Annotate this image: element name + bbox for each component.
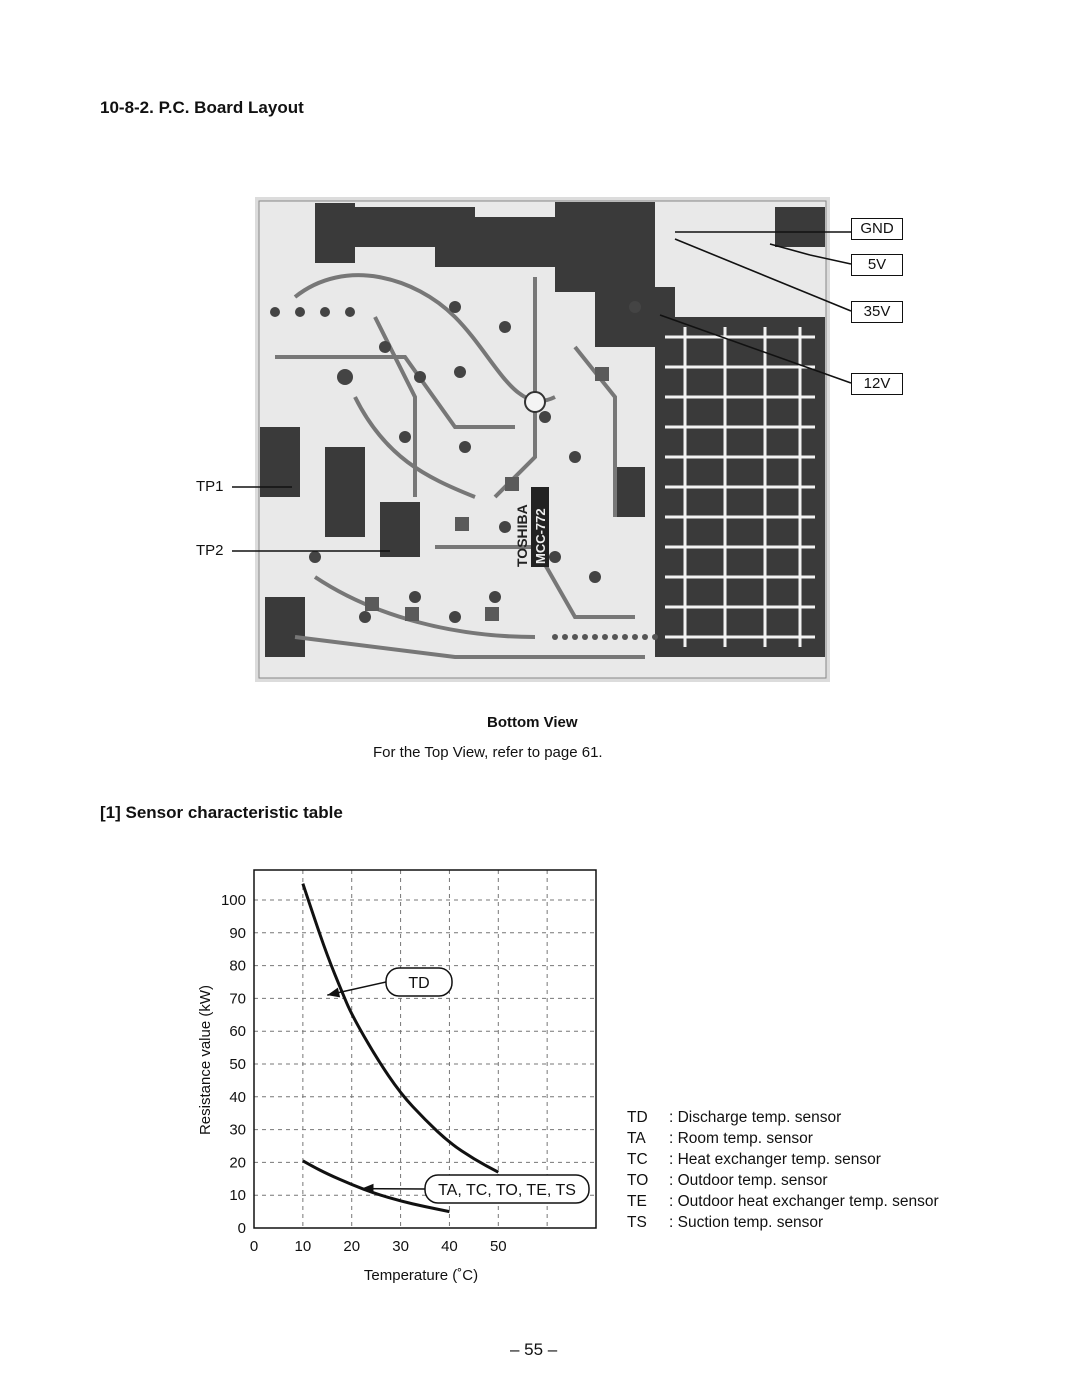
y-tick-label: 90 [229,924,246,942]
legend-code: TO [627,1172,649,1189]
y-tick-label: 30 [229,1121,246,1139]
y-tick-label: 100 [220,892,246,909]
12v-label: 12V [851,373,903,395]
gnd-label: GND [851,218,903,240]
bottom-view-caption: Bottom View [487,714,578,731]
legend-row [627,1214,823,1232]
x-tick-label: 30 [392,1238,409,1255]
y-tick-label: 20 [229,1154,246,1172]
legend-desc: : Heat exchanger temp. sensor [669,1151,881,1168]
td-callout-arrowhead [327,988,340,998]
legend-code: TC [627,1151,648,1168]
y-tick-label: 50 [229,1056,246,1073]
legend-desc: : Discharge temp. sensor [669,1109,842,1126]
sensor-characteristic-chart [0,860,620,1290]
y-tick-label: 0 [237,1220,246,1237]
board-model-marking: MCC-772 [533,508,548,564]
page-number: – 55 – [510,1340,558,1359]
legend-code: TA [627,1130,646,1147]
legend-desc: : Suction temp. sensor [669,1214,824,1231]
35v-label: 35V [851,301,903,323]
legend-row [627,1130,813,1148]
y-tick-label: 40 [229,1088,246,1106]
5v-label: 5V [851,254,903,276]
x-tick-label: 10 [294,1238,312,1255]
legend-row [627,1151,881,1169]
legend-row [627,1172,828,1190]
top-view-note: For the Top View, refer to page 61. [373,744,603,761]
sensor-section-title: [1] Sensor characteristic table [100,803,343,822]
x-tick-label: 50 [489,1238,507,1255]
legend-code: TE [627,1193,647,1210]
x-tick-label: 0 [249,1238,259,1255]
x-tick-label: 20 [343,1238,361,1255]
legend-code: TD [627,1109,648,1126]
legend-desc: : Room temp. sensor [669,1130,813,1147]
legend-desc: : Outdoor temp. sensor [669,1172,828,1189]
tp1-label: TP1 [196,478,224,495]
legend-code: TS [627,1214,647,1231]
ta-group-callout-label: TA, TC, TO, TE, TS [438,1182,576,1199]
y-tick-label: 70 [229,990,246,1008]
y-tick-label: 80 [229,957,246,975]
x-tick-label: 40 [441,1238,458,1255]
tp2-label: TP2 [196,542,224,559]
legend-desc: : Outdoor heat exchanger temp. sensor [669,1193,939,1210]
section-title: 10-8-2. P.C. Board Layout [100,98,304,117]
x-axis-label: Temperature (˚C) [363,1267,479,1284]
td-callout-label: TD [408,975,430,992]
y-axis-label: Resistance value (kW) [197,984,214,1136]
y-tick-label: 10 [229,1187,246,1205]
board-brand-marking: TOSHIBA [514,504,530,567]
y-tick-label: 60 [229,1023,246,1041]
legend-row [627,1109,841,1127]
legend-row [627,1193,939,1211]
